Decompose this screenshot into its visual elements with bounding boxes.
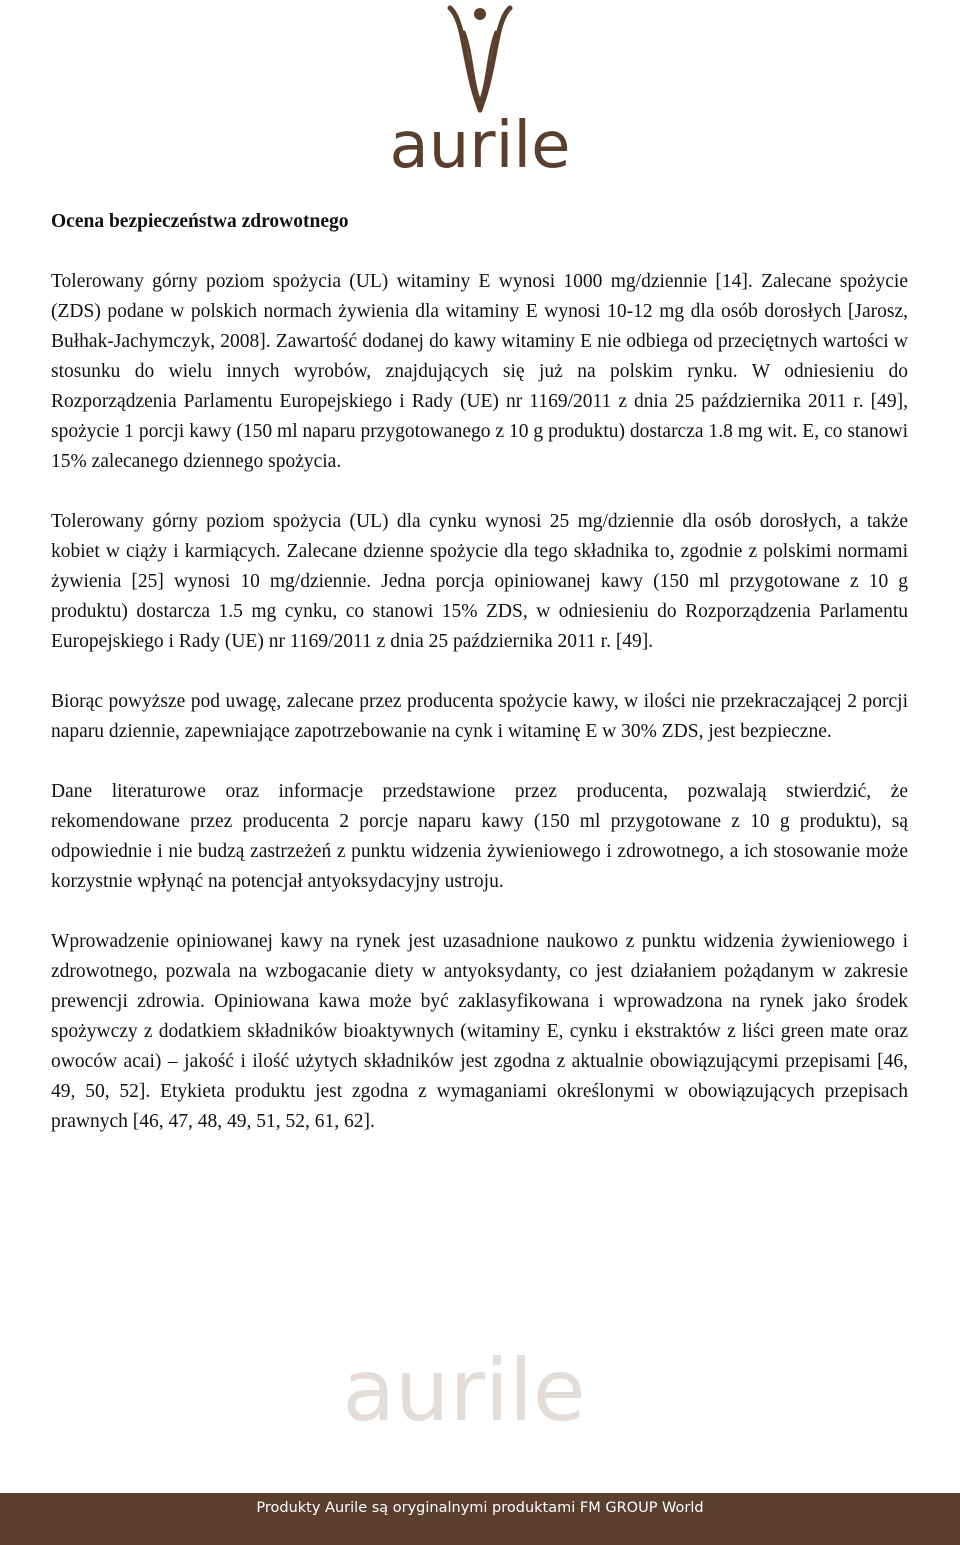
- footer-band: [0, 1493, 960, 1545]
- aurile-logo: [372, 2, 588, 180]
- paragraph-literature: Dane literaturowe oraz informacje przedstawione przez producenta, pozwalają stwierdzić, że rekomendowane przez producenta 2 porcje naparu kawy (150 ml przygotowane z 10 g produktu), są odpowiednie i nie budzą zastrzeżeń z punktu widzenia żywieniowego i zdrowotnego, a ich stosowanie może korzystnie wpłynąć na potencjał antyoksydacyjny ustroju.: [51, 781, 908, 892]
- aurile-figure-icon: [372, 2, 588, 180]
- paragraph-safety-conclusion: Biorąc powyższe pod uwagę, zalecane przez producenta spożycie kawy, w ilości nie przekraczającej 2 porcji naparu dziennie, zapewniające zapotrzebowanie na cynk i witaminę E w 30% ZDS, jest bezpieczne.: [51, 691, 908, 742]
- paragraph-zinc: Tolerowany górny poziom spożycia (UL) dla cynku wynosi 25 mg/dziennie dla osób dorosłych, a także kobiet w ciąży i karmiących. Zalecane dzienne spożycie dla tego składnika to, zgodnie z polskimi normami żywienia [25] wynosi 10 mg/dziennie. Jedna porcja opiniowanej kawy (150 ml przygotowane z 10 g produktu) dostarcza 1.5 mg cynku, co stanowi 15% ZDS, w odniesieniu do Rozporządzenia Parlamentu Europejskiego i Rady (UE) nr 1169/2011 z dnia 25 października 2011 r. [49].: [51, 511, 908, 652]
- logo-wordmark: aurile: [389, 109, 571, 180]
- aurile-watermark: [314, 1342, 614, 1434]
- section-heading: Ocena bezpieczeństwa zdrowotnego: [51, 211, 349, 232]
- document-body: [51, 207, 908, 1167]
- footer-text: Produkty Aurile są oryginalnymi produktami FM GROUP World: [256, 1500, 704, 1516]
- watermark-wordmark: aurile: [342, 1342, 586, 1434]
- paragraph-vitamin-e: Tolerowany górny poziom spożycia (UL) witaminy E wynosi 1000 mg/dziennie [14]. Zalecane spożycie (ZDS) podane w polskich normach żywienia dla witaminy E wynosi 10-12 mg dla osób dorosłych [Jarosz, Bułhak-Jachymczyk, 2008]. Zawartość dodanej do kawy witaminy E nie odbiega od przeciętnych wartości w stosunku do wielu innych wyrobów, znajdujących się już na polskim rynku. W odniesieniu do Rozporządzenia Parlamentu Europejskiego i Rady (UE) nr 1169/2011 z dnia 25 października 2011 r. [49], spożycie 1 porcji kawy (150 ml naparu przygotowanego z 10 g produktu) dostarcza 1.8 mg wit. E, co stanowi 15% zalecanego dziennego spożycia.: [51, 271, 908, 472]
- paragraph-market-introduction: Wprowadzenie opiniowanej kawy na rynek jest uzasadnione naukowo z punktu widzenia żywieniowego i zdrowotnego, pozwala na wzbogacanie diety w antyoksydanty, co jest działaniem pożądanym w zakresie prewencji zdrowia. Opiniowana kawa może być zaklasyfikowana i wprowadzona na rynek jako środek spożywczy z dodatkiem składników bioaktywnych (witaminy E, cynku i ekstraktów z liści green mate oraz owoców acai) – jakość i ilość użytych składników jest zgodna z aktualnie obowiązującymi przepisami [46, 49, 50, 52]. Etykieta produktu jest zgodna z wymaganiami określonymi w obowiązujących przepisach prawnych [46, 47, 48, 49, 51, 52, 61, 62].: [51, 931, 908, 1132]
